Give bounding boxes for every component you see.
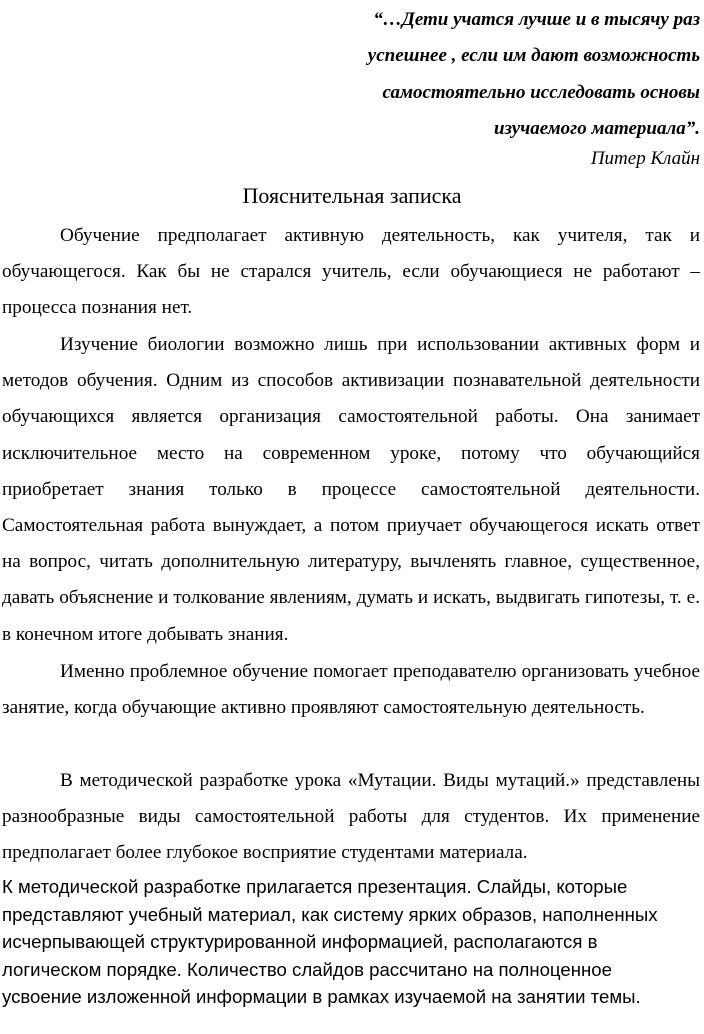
epigraph-line: самостоятельно исследовать основы bbox=[382, 81, 700, 103]
paragraph-1: Обучение предполагает активную деятельность, как учителя, так и обучающегося. Как бы не старался учитель, если обучающиеся не работают – процесса познания нет. bbox=[2, 225, 700, 319]
paragraph-3: Именно проблемное обучение помогает преподавателю организовать учебное занятие, когда обучающие активно проявляют самостоятельную деятельность. bbox=[2, 661, 700, 719]
closing-paragraph: К методической разработке прилагается презентация. Слайды, которые представляют учебный материал, как систему ярких образов, наполненных исчерпывающей структурированной информацией, располагаются в логическом порядке. Количество слайдов рассчитано на полноценное усвоение изложенной информации в рамках изучаемой на занятии темы. bbox=[2, 876, 658, 1008]
epigraph-author: Питер Клайн bbox=[590, 148, 700, 169]
paragraph-2: Изучение биологии возможно лишь при использовании активных форм и методов обучения. Одним из способов активизации познавательной деятельности обучающихся является организация самостоятельной работы. Она занимает исключительное место на современном уроке, потому что обучающийся приобретает знания только в процессе самостоятельной деятельности. Самостоятельная работа вынуждает, а потом приучает обучающегося искать ответ на вопрос, читать дополнительную литературу, вычленять главное, существенное, давать объяснение и толкование явлениям, думать и искать, выдвигать гипотезы, т. е. в конечном итоге добывать знания. bbox=[2, 334, 700, 645]
epigraph-quote bbox=[280, 2, 700, 147]
paragraph-4: В методической разработке урока «Мутации. Виды мутаций.» представлены разнообразные виды самостоятельной работы для студентов. Их применение предполагает более глубокое восприятие студентами материала. bbox=[2, 770, 700, 864]
epigraph-line: “…Дети учатся лучше и в тысячу раз bbox=[373, 9, 700, 30]
epigraph-line: успешнее , если им дают возможность bbox=[367, 45, 700, 67]
page-title: Пояснительная записка bbox=[242, 183, 462, 208]
epigraph-line: изучаемого материала”. bbox=[493, 117, 700, 139]
